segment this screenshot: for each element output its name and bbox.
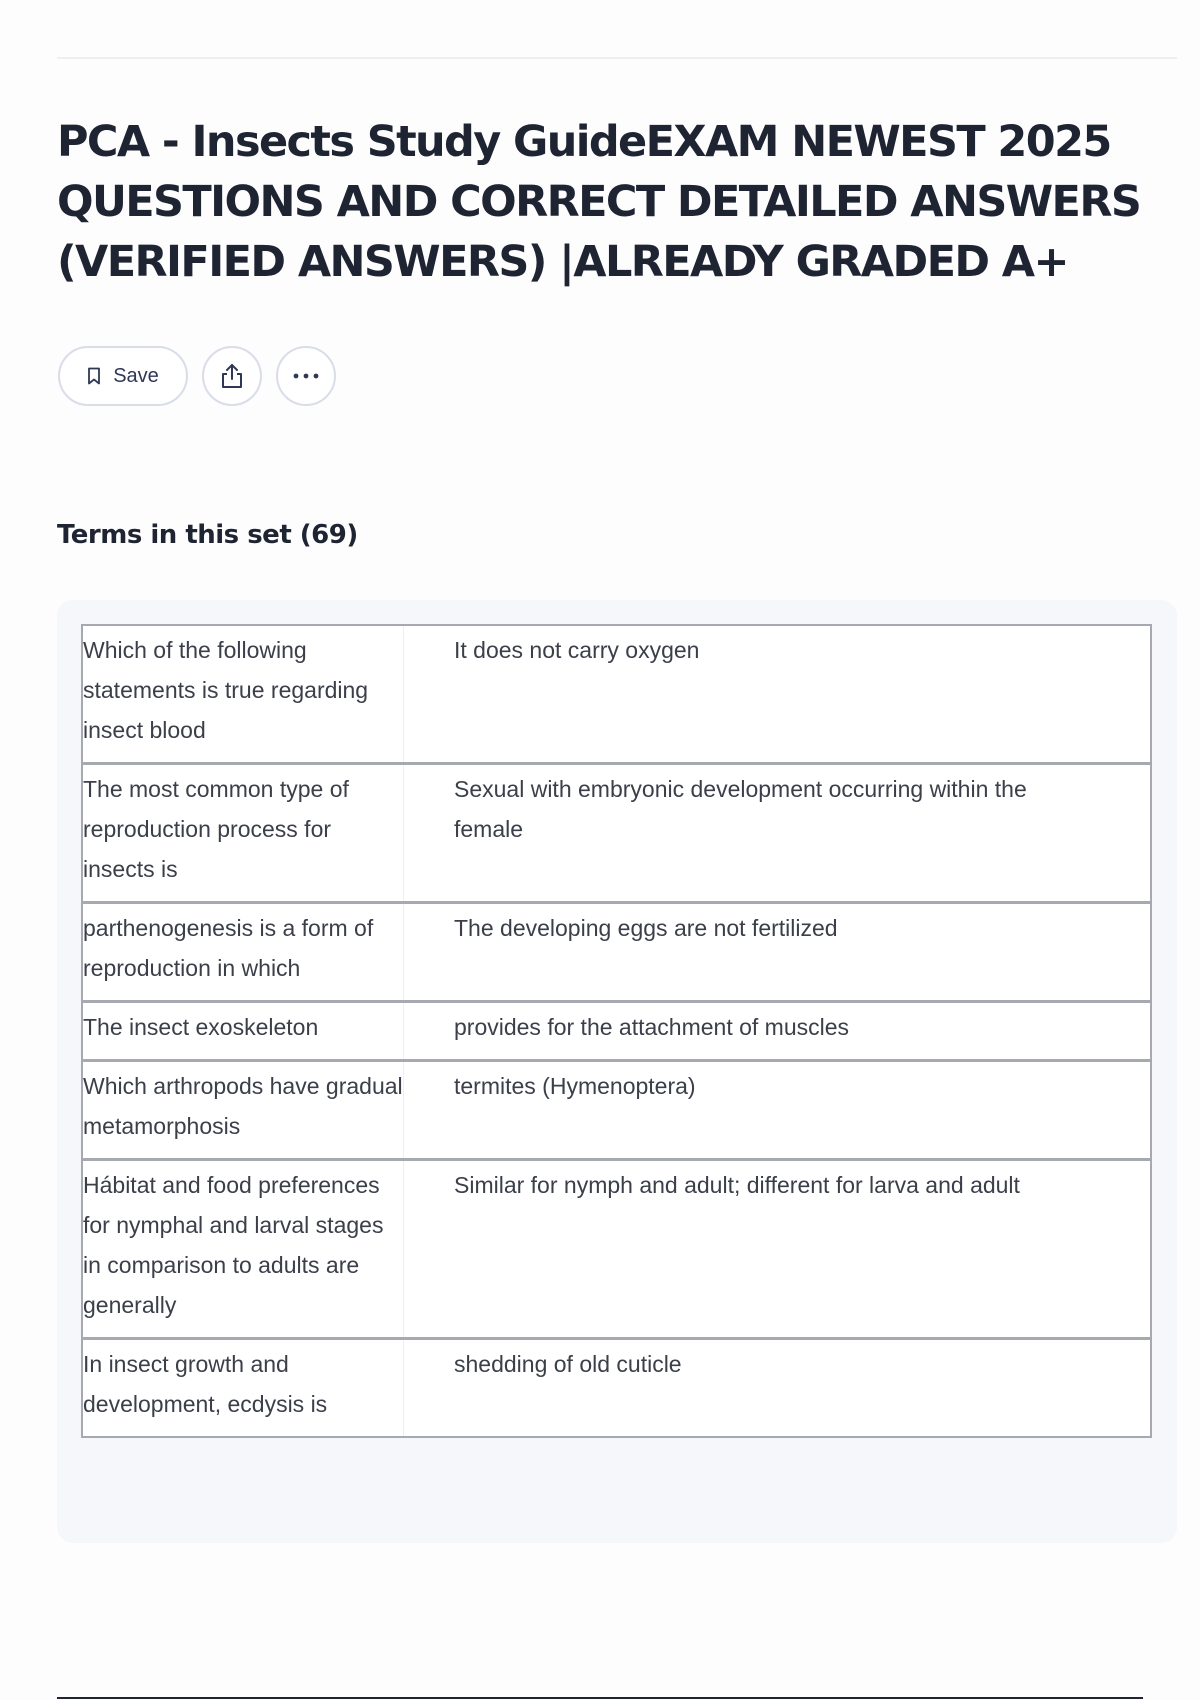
page-title: PCA - Insects Study GuideEXAM NEWEST 2025 QUESTIONS AND CORRECT DETAILED ANSWERS (VERIFIED ANSWERS) |ALREADY GRADED A+: [57, 117, 1141, 287]
table-row: [82, 1160, 1151, 1339]
table-row: [82, 625, 1151, 764]
table-row: [82, 1061, 1151, 1160]
definition-cell: The developing eggs are not fertilized: [454, 915, 838, 941]
definition-cell: termites (Hymenoptera): [454, 1073, 696, 1099]
more-options-button[interactable]: [276, 346, 336, 406]
table-row: [82, 1002, 1151, 1061]
share-icon: [219, 362, 245, 390]
definition-cell: It does not carry oxygen: [454, 637, 700, 663]
save-button-label: Save: [113, 364, 159, 387]
term-cell: Hábitat and food preferences for nymphal and larval stages in comparison to adults are generally: [82, 1160, 404, 1339]
bottom-divider: [57, 1697, 1143, 1699]
table-row: [82, 1339, 1151, 1438]
term-cell: In insect growth and development, ecdysis is: [82, 1339, 404, 1438]
action-bar: [58, 346, 336, 406]
definition-cell: Sexual with embryonic development occurring within the female: [454, 776, 1027, 842]
term-cell: The insect exoskeleton: [82, 1002, 404, 1061]
terms-heading: Terms in this set (69): [57, 520, 358, 550]
term-cell: Which arthropods have gradual metamorphosis: [82, 1061, 404, 1160]
term-cell: parthenogenesis is a form of reproduction in which: [82, 903, 404, 1002]
definition-cell: provides for the attachment of muscles: [454, 1014, 850, 1040]
save-button[interactable]: [58, 346, 188, 406]
terms-table: [81, 624, 1152, 1438]
term-cell: The most common type of reproduction process for insects is: [82, 764, 404, 903]
more-horizontal-icon: [293, 373, 319, 379]
table-row: [82, 903, 1151, 1002]
top-divider: [57, 57, 1177, 59]
definition-cell: shedding of old cuticle: [454, 1351, 682, 1377]
definition-cell: Similar for nymph and adult; different for larva and adult: [454, 1172, 1020, 1198]
bookmark-icon: [87, 367, 101, 385]
term-cell: Which of the following statements is true regarding insect blood: [82, 625, 404, 764]
table-row: [82, 764, 1151, 903]
share-button[interactable]: [202, 346, 262, 406]
